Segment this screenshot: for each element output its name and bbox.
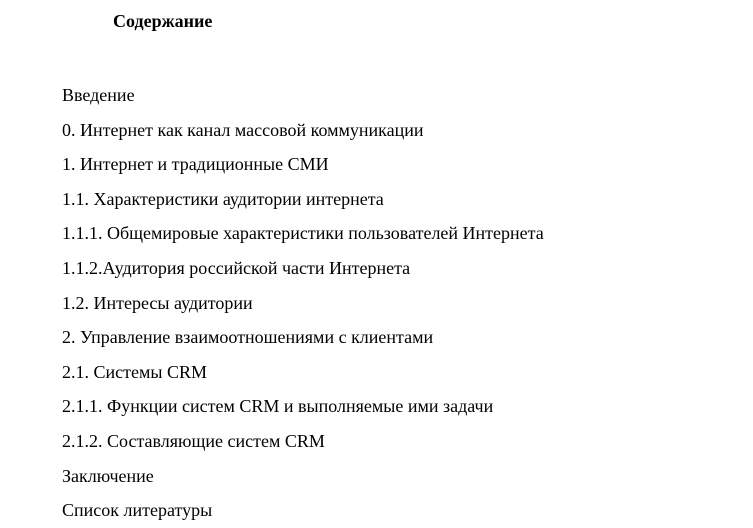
toc-item-2: 2. Управление взаимоотношениями с клиентами	[62, 327, 434, 348]
toc-title: Содержание	[113, 11, 213, 31]
toc-item-1-1-1: 1.1.1. Общемировые характеристики пользователей Интернета	[62, 223, 544, 244]
toc-item-0: 0. Интернет как канал массовой коммуникации	[62, 119, 424, 140]
toc-item-conclusion: Заключение	[62, 465, 154, 486]
toc-item-2-1-2: 2.1.2. Составляющие систем CRM	[62, 430, 325, 451]
toc-item-references: Список литературы	[62, 500, 213, 521]
toc-item-introduction: Введение	[62, 85, 135, 105]
toc-item-2-1-1: 2.1.1. Функции систем CRM и выполняемые ими задачи	[62, 396, 494, 417]
toc-item-2-1: 2.1. Системы CRM	[62, 361, 207, 382]
toc-item-1-1-2: 1.1.2.Аудитория российской части Интернета	[62, 257, 411, 278]
toc-item-1-1: 1.1. Характеристики аудитории интернета	[62, 188, 384, 209]
toc-item-1-2: 1.2. Интересы аудитории	[62, 292, 253, 313]
toc-list	[62, 78, 544, 528]
toc-item-1: 1. Интернет и традиционные СМИ	[62, 154, 329, 175]
